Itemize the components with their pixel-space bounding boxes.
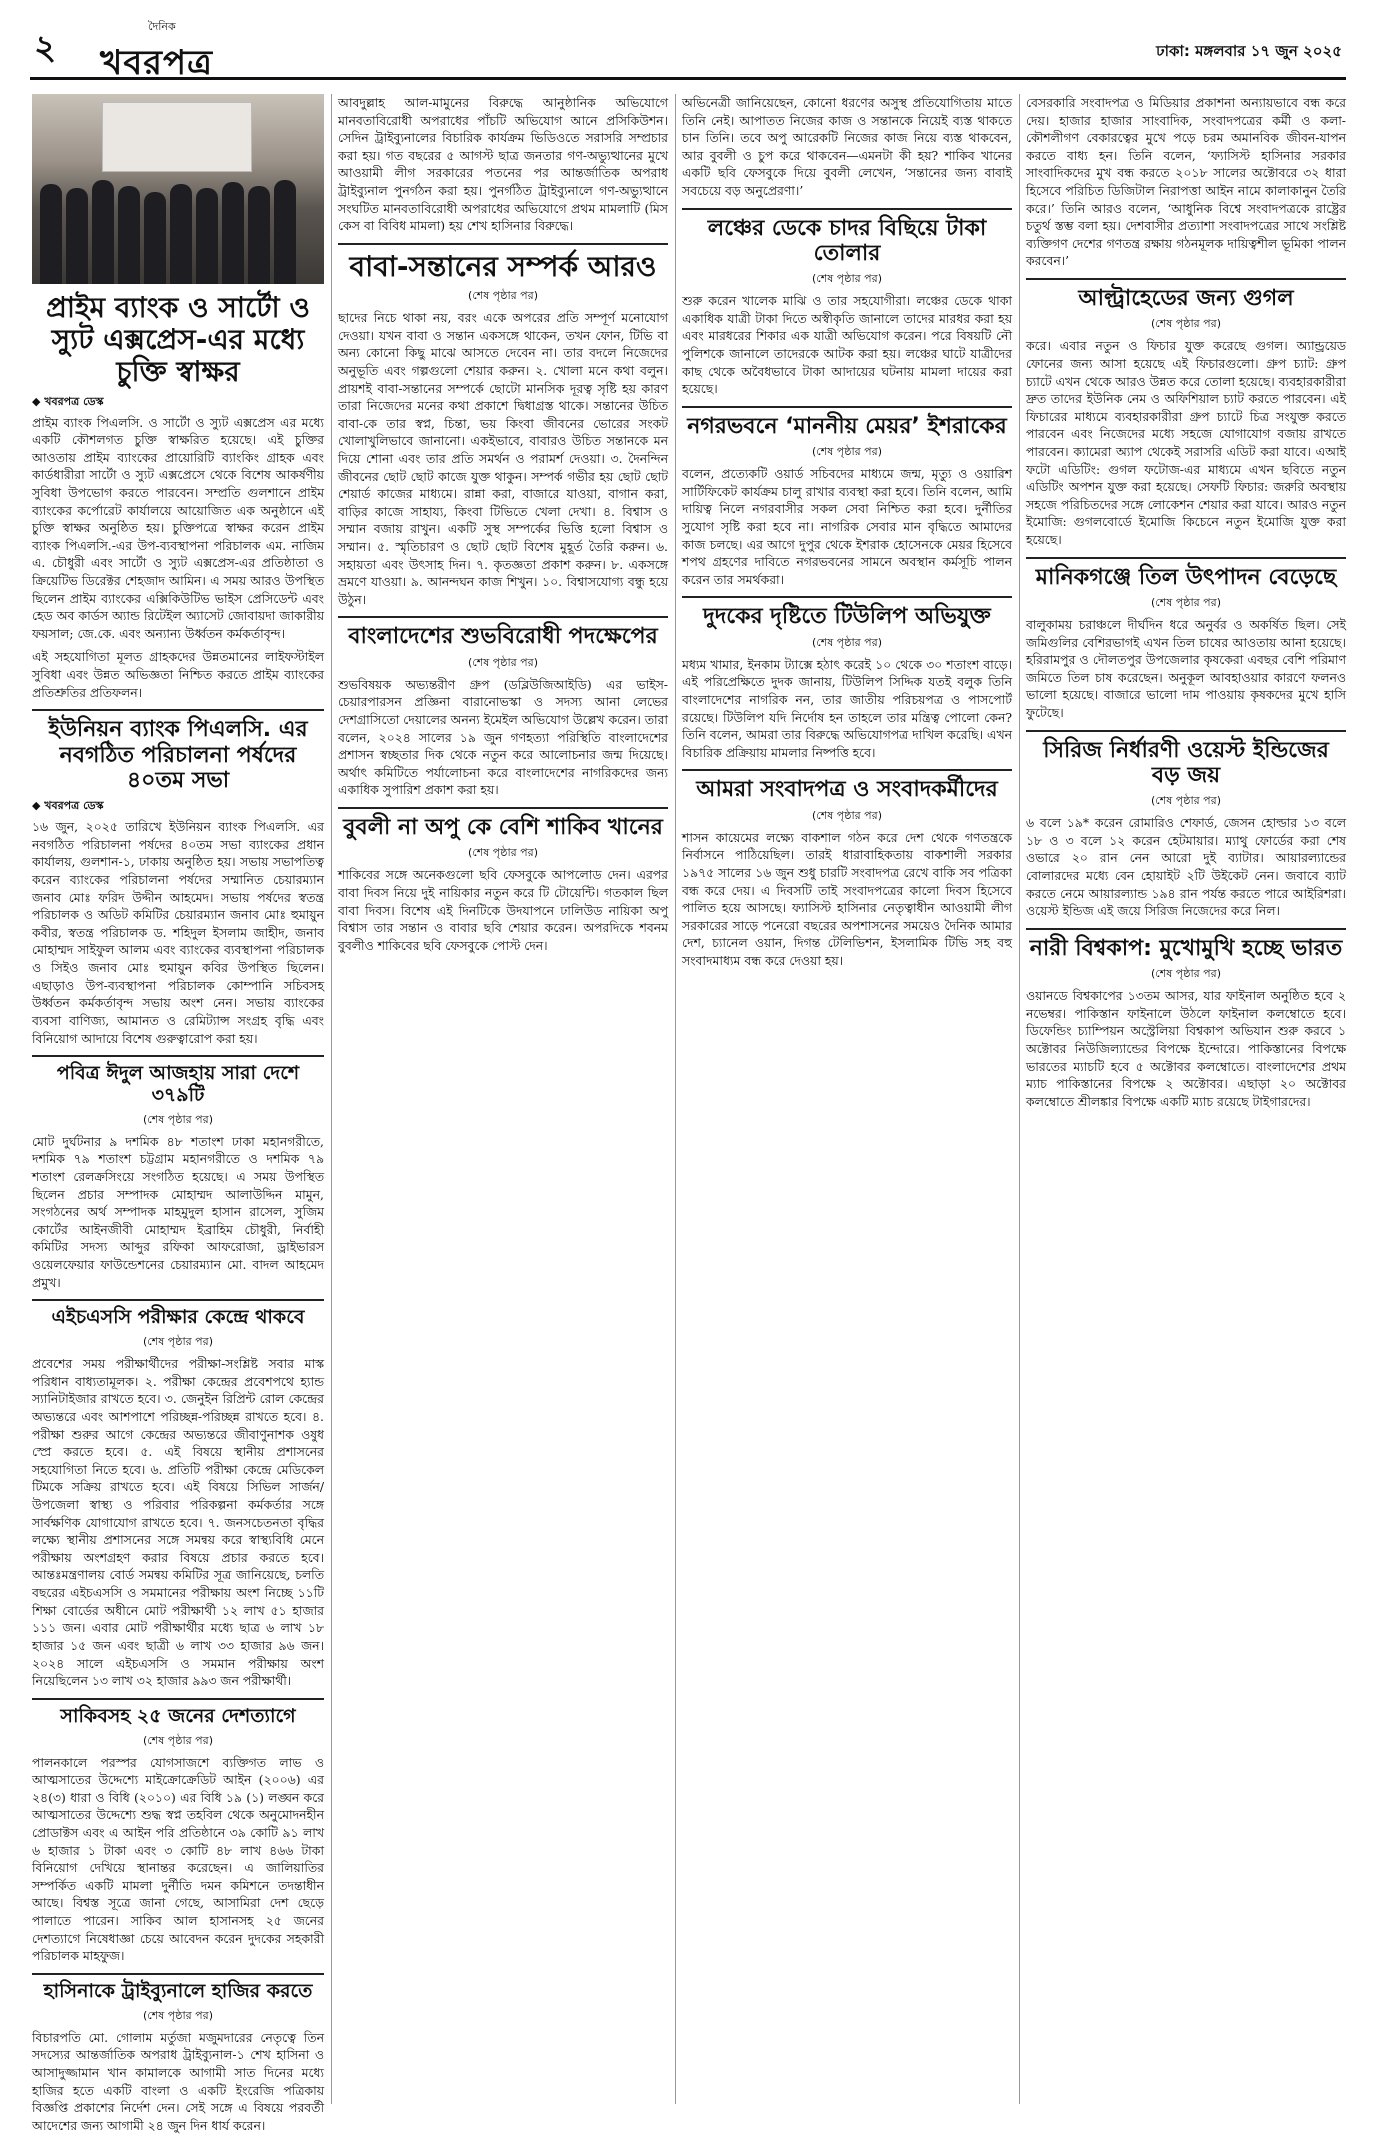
divider bbox=[1026, 278, 1346, 280]
article-body: শাসন কায়েমের লক্ষ্যে বাকশাল গঠন করে দেশ থেকে গণতন্ত্রকে নির্বাসনে পাঠিয়েছিল। তারই ধারাবাহিকতায় বাকশালী সরকার ১৯৭৫ সালের ১৬ জুন শুধু চারটি সংবাদপত্র রেখে বাকি সব পত্রিকা বন্ধ করে দেয়। এ দিবসটি তাই সংবাদপত্রের কালো দিবস হিসেবে পালিত হয়ে আসছে। ফ্যাসিস্ট হাসিনার নেতৃত্বাধীন আওয়ামী লীগ সরকারের সাড়ে পনেরো বছরের অপশাসনের সময়েও দৈনিক আমার দেশ, চ্যানেল ওয়ান, দিগন্ত টেলিভিশন, ইসলামিক টিভি সহ বহু সংবাদমাধ্যম বন্ধ করে দেওয়া হয়। bbox=[682, 829, 1012, 968]
logo-daily-label: দৈনিক bbox=[148, 20, 176, 33]
continued-label: (শেষ পৃষ্ঠার পর) bbox=[142, 2008, 213, 2022]
continued-label: (শেষ পৃষ্ঠার পর) bbox=[811, 808, 882, 822]
byline: ◆ খবরপত্র ডেস্ক bbox=[32, 799, 104, 813]
headline-tulip-acc: দুদকের দৃষ্টিতে টিউলিপ অভিযুক্ত bbox=[703, 604, 991, 630]
headline-prime-bank: প্রাইম ব্যাংক ও সার্টো ও স্যুট এক্সপ্রেস-এর মধ্যে চুক্তি স্বাক্ষর bbox=[45, 291, 311, 389]
continued-label: (শেষ পৃষ্ঠার পর) bbox=[811, 445, 882, 459]
divider bbox=[682, 596, 1012, 598]
divider bbox=[682, 769, 1012, 771]
article-body: শুভবিষয়ক অভ্যন্তরীণ গ্রুপ (ডব্লিউজিআইডি) এর ভাইস-চেয়ারপারসন প্রজ্ঞিনা বারানোভস্কা ও সদস্য আনা লেভের দেশগ্রাসিতো দেয়ালের অনন্য ইমেইল অভিযোগ উল্লেখ করেন। তারা বলেন, ২০২৪ সালের ১৯ জুন গণহত্যা পরিস্থিতি বাংলাদেশের প্রশাসন স্বচ্ছতার দিক থেকে নতুন করে আলোচনার জন্ম দিয়েছে। অর্থাৎ কমিটিতে পর্যালোচনা করে বাংলাদেশের নাগরিকদের জন্য একাধিক সুপারিশ প্রকাশ করা হয়। bbox=[338, 676, 668, 798]
headline-manikganj-sesame: মানিকগঞ্জে তিল উৎপাদন বেড়েছে bbox=[1035, 564, 1337, 590]
column-divider bbox=[675, 94, 676, 2104]
signing-ceremony-photo bbox=[32, 94, 324, 284]
headline-west-indies-win: সিরিজ নির্ধারণী ওয়েস্ট ইন্ডিজের বড় জয় bbox=[1043, 737, 1329, 788]
column-divider bbox=[1019, 94, 1020, 2104]
people-group bbox=[40, 164, 316, 284]
continued-label: (শেষ পৃষ্ঠার পর) bbox=[811, 272, 882, 286]
newspaper-logo bbox=[100, 18, 213, 94]
continued-label: (শেষ পৃষ্ঠার পর) bbox=[1150, 596, 1221, 609]
divider bbox=[32, 709, 324, 711]
article-body: ৬ বলে ১৯* করেন রোমারিও শেফার্ড, জেসন হোল্ডার ১৩ বলে ১৮ ও ৩ বলে ১২ করেন হেটমায়ার। ম্যাথু ফোর্ডের করা শেষ ওভারে ২০ রান নেন আরো দুই ব্যাটার। আয়ারল্যান্ডের বোলারদের মধ্যে বেন হোয়াইট ২টি উইকেট নেন। জবাবে ব্যাট করতে নেমে আয়ারল্যান্ড ১৯৪ রান পর্যন্ত করতে পারে আইরিশরা। ওয়েস্ট ইন্ডিজ এই জয়ে সিরিজ নিজেদের করে নিল। bbox=[1026, 815, 1346, 919]
continued-label: (শেষ পৃষ্ঠার পর) bbox=[1150, 967, 1221, 981]
headline-shakib-travel-ban: সাকিবসহ ২৫ জনের দেশত্যাগে bbox=[60, 1704, 296, 1727]
event-backdrop bbox=[102, 102, 252, 172]
continued-label: (শেষ পৃষ্ঠার পর) bbox=[811, 635, 882, 649]
headline-bubly-apu: বুবলী না অপু কে বেশি শাকিব খানের bbox=[343, 814, 663, 840]
divider bbox=[338, 616, 668, 618]
column-divider bbox=[331, 94, 332, 2104]
divider bbox=[1026, 557, 1346, 559]
headline-eid-accidents: পবিত্র ঈদুল আজহায় সারা দেশে ৩৭৯টি bbox=[56, 1062, 300, 1106]
article-body: বিচারপতি মো. গোলাম মর্তুজা মজুমদারের নেতৃত্বে তিন সদস্যের আন্তর্জাতিক অপরাধ ট্রাইব্যুনাল-১ শেখ হাসিনা ও আসাদুজ্জামান খান কামালকে আগামী সাত দিনের মধ্যে হাজির হতে একটি বাংলা ও একটি ইংরেজি পত্রিকায় বিজ্ঞপ্তি প্রকাশের নির্দেশ দেন। সেই সঙ্গে এ বিষয়ে পরবর্তী আদেশের জন্য আগামী ২৪ জুন দিন ধার্য করেন। bbox=[32, 2029, 324, 2133]
divider bbox=[32, 1973, 324, 1975]
masthead bbox=[30, 14, 1346, 83]
divider bbox=[682, 208, 1012, 210]
article-body: আবদুল্লাহ আল-মামুনের বিরুদ্ধে আনুষ্ঠানিক অভিযোগে মানবতাবিরোধী অপরাধের পাঁচটি অভিযোগ আনে প্রসিকিউশন। সেদিন ট্রাইব্যুনালের বিচারিক কার্যক্রম ভিডিওতে সরাসরি সম্প্রচার করা হয়। গত বছরের ৫ আগস্ট ছাত্র জনতার গণ-অভ্যুত্থানের মুখে আওয়ামী লীগ সরকারের পতনের পর আন্তর্জাতিক অপরাধ ট্রাইব্যুনাল পুনর্গঠন করা হয়। পুনর্গঠিত ট্রাইব্যুনালে গণ-অভ্যুত্থানে সংঘটিত মানবতাবিরোধী অপরাধের অভিযোগে প্রথম মামলাটি (মিস কেস বা বিবিধ মামলা) হয় শেখ হাসিনার বিরুদ্ধে। bbox=[338, 95, 668, 234]
headline-father-child: বাবা-সন্তানের সম্পর্ক আরও bbox=[349, 249, 657, 283]
headline-women-world-cup: নারী বিশ্বকাপ: মুখোমুখি হচ্ছে ভারত bbox=[1029, 935, 1343, 961]
logo-name: খবরপত্র bbox=[100, 43, 214, 83]
article-body: ছাদের নিচে থাকা নয়, বরং একে অপরের প্রতি সম্পূর্ণ মনোযোগ দেওয়া। যখন বাবা ও সন্তান একসঙ্গে থাকেন, তখন ফোন, টিভি বা অন্য কোনো কিছু মাঝে আসতে দেবেন না। তার বদলে নিজেদের অনুভূতি এবং গল্পগুলো শেয়ার করুন। ২. খোলা মনে কথা বলুন। প্রায়শই বাবা-সন্তানের সম্পর্কে ছোটো মানসিক দূরত্ব সৃষ্টি হয় কারণ তারা নিজেদের মনের কথা প্রকাশে দ্বিধাগ্রস্ত থাকে। সন্তানের উচিত বাবা-কে তার স্বপ্ন, চিন্তা, ভয় কিংবা জীবনের ভোরের সংকট খোলাখুলিভাবে জানানো। একইভাবে, বাবারও উচিত সন্তানকে মন দিয়ে শোনা এবং তার প্রতি সমর্থন ও পরামর্শ দেওয়া। ৩. দৈনন্দিন জীবনের ছোট ছোট কাজে যুক্ত থাকুন। সম্পর্ক গভীর হয় ছোট ছোট শেয়ার্ড কাজের মাধ্যমে। রান্না করা, বাজারে যাওয়া, বাগান করা, বাড়ির কাজে সাহায্য, কিংবা টিভিতে খেলা দেখা। ৪. বিশ্বাস ও সম্মান বজায় রাখুন। একটি সুস্থ সম্পর্কের ভিত্তি হলো বিশ্বাস ও সম্মান। ৫. স্মৃতিচারণ ও ছোট ছোট বিশেষ মুহূর্ত তৈরি করুন। ৬. সহায়তা এবং উৎসাহ দিন। ৭. কৃতজ্ঞতা প্রকাশ করুন। ৮. একসঙ্গে ভ্রমণে যাওয়া। ৯. আনন্দঘন কাজ শিখুন। ১০. বিশ্বাসযোগ্য বন্ধু হয়ে উঠুন। bbox=[338, 310, 668, 607]
divider bbox=[682, 406, 1012, 408]
headline-union-bank: ইউনিয়ন ব্যাংক পিএলসি. এর নবগঠিত পরিচালনা পর্ষদের ৪০তম সভা bbox=[48, 717, 308, 793]
article-body: এই সহযোগিতা মূলত গ্রাহকদের উন্নতমানের লাইফস্টাইল সুবিধা এবং উন্নত অভিজ্ঞতা নিশ্চিত করতে প্রাইম ব্যাংকের প্রতিশ্রুতির প্রতিফলন। bbox=[32, 649, 324, 700]
headline-hasina-tribunal: হাসিনাকে ট্রাইব্যুনালে হাজির করতে bbox=[43, 1979, 313, 2002]
continued-label: (শেষ পৃষ্ঠার পর) bbox=[467, 655, 538, 669]
continued-label: (শেষ পৃষ্ঠার পর) bbox=[467, 846, 538, 860]
article-body: মোট দুর্ঘটনার ৯ দশমিক ৪৮ শতাংশ ঢাকা মহানগরীতে, দশমিক ৭৯ শতাংশ চট্টগ্রাম মহানগরীতে ও দশমিক ৭৯ শতাংশ রেলক্রসিংয়ে সংগঠিত হয়েছে। এ সময় উপস্থিত ছিলেন প্রচার সম্পাদক মোহাম্মদ আলাউদ্দিন মামুন, সংগঠনের অর্থ সম্পাদক মাহমুদুল হাসান রাসেল, সুজিম কোর্টের আইনজীবী মোহাম্মদ ইব্রাহিম চৌধুরী, নির্বাহী কমিটির সদস্য আব্দুর রফিকা আফরোজা, ড্রাইভারস ওয়েলফেয়ার ফাউন্ডেশনের চেয়ারম্যান মো. বাদল আহমেদ প্রমুখ। bbox=[32, 1133, 324, 1290]
article-body: করে। এবার নতুন ও ফিচার যুক্ত করেছে গুগল। অ্যান্ড্রয়েড ফোনের জন্য আসা হয়েছে এই ফিচারগুলো। গ্রুপ চ্যাট: গ্রুপ চ্যাটে এখন থেকে আরও উন্নত করে তোলা হয়েছে। ব্যবহারকারীরা দ্রুত তাদের ইউনিক নেম ও অফিশিয়াল চ্যাট করতে পারবেন। এই ফিচারের মাধ্যমে ব্যবহারকারীরা গ্রুপ চ্যাটে চিত্র সংযুক্ত করতে পারবেন এবং নিজেদের মধ্যে সহজে যোগাযোগ বজায় রাখতে পারবেন। ক্যামেরা অ্যাপ থেকেই সরাসরি এডিট করা যাবে। এআই ফটো এডিটিং: গুগল ফটোজ-এর মাধ্যমে এখন ছবিতে নতুন এডিটিং অপশন যুক্ত করা হয়েছে। সেফটি ফিচার: জরুরি অবস্থায় সহজে পরিচিতদের সঙ্গে লোকেশন শেয়ার করা যাবে। আরও নতুন ইমোজি: গুগলবোর্ডে ইমোজি কিচেনে নতুন ইমোজি যুক্ত করা হয়েছে। bbox=[1026, 338, 1346, 548]
column-1 bbox=[32, 94, 324, 2133]
dateline: ঢাকা: মঙ্গলবার ১৭ জুন ২০২৫ bbox=[1156, 42, 1342, 60]
divider bbox=[1026, 730, 1346, 732]
continued-label: (শেষ পৃষ্ঠার পর) bbox=[142, 1112, 213, 1126]
headline-bangladesh-steps: বাংলাদেশের শুভবিরোধী পদক্ষেপের bbox=[348, 624, 658, 650]
divider bbox=[32, 1055, 324, 1057]
byline: ◆ খবরপত্র ডেস্ক bbox=[32, 394, 104, 408]
continued-label: (শেষ পৃষ্ঠার পর) bbox=[142, 1733, 213, 1747]
continued-label: (শেষ পৃষ্ঠার পর) bbox=[142, 1335, 213, 1349]
article-body: বেসরকারি সংবাদপত্র ও মিডিয়ার প্রকাশনা অন্যায়ভাবে বন্ধ করে দেয়। হাজার হাজার সাংবাদিক, সংবাদপত্রের কর্মী ও কলা-কৌশলীগণ বেকারত্বের মুখে পড়ে চরম অমানবিক জীবন-যাপন করতে বাধ্য হন। তিনি বলেন, ‘ফ্যাসিস্ট হাসিনার সরকার সাংবাদিকদের মুখ বন্ধ করতে ২০১৮ সালের অক্টোবরে ৩২ ধারা হিসেবে পরিচিত ডিজিটাল নিরাপত্তা আইন নামে কালাকানুন তৈরি করে।’ তিনি আরও বলেন, ‘আধুনিক বিশ্বে সংবাদপত্রকে রাষ্ট্রের চতুর্থ স্তম্ভ বলা হয়। দেশবাসীর প্রত্যাশা সংবাদপত্রের সাথে সংশ্লিষ্ট ব্যক্তিগণ দেশের গণতন্ত্র রক্ষায় গঠনমূলক দায়িত্বশীল ভূমিকা পালন করবেন।’ bbox=[1026, 95, 1346, 269]
article-body: প্রাইম ব্যাংক পিএলসি. ও সার্টো ও স্যুট এক্সপ্রেস এর মধ্যে একটি কৌশলগত চুক্তি স্বাক্ষরিত হয়েছে। এই চুক্তির আওতায় প্রাইম ব্যাংকের প্রায়োরিটি ব্যাংকিং গ্রাহক এবং কার্ডধারীরা সার্টো ও স্যুট এক্সপ্রেসে থেকে বিশেষ আকর্ষণীয় সুবিধা উপভোগ করতে পারবেন। সম্প্রতি গুলশানে প্রাইম ব্যাংকের কর্পোরেট কার্যালয়ে আয়োজিত এক অনুষ্ঠানে এই চুক্তি স্বাক্ষর অনুষ্ঠিত হয়। চুক্তিপত্রে স্বাক্ষর করেন প্রাইম ব্যাংক পিএলসি.-এর উপ-ব্যবস্থাপনা পরিচালক এম. নাজিম এ. চৌধুরী এবং সার্টো ও স্যুট এক্সপ্রেস-এর প্রতিষ্ঠাতা ও ক্রিয়েটিভ ডিরেক্টর শেহজাদ আমিন। এ সময় আরও উপস্থিত ছিলেন প্রাইম ব্যাংকের এক্সিকিউটিভ ভাইস প্রেসিডেন্ট এবং হেড অব কার্ডস অ্যান্ড রিটেইল অ্যাসেট জোবায়দা জাকারীয় ফয়সাল; জে.কে. এবং অন্যান্য উর্ধ্বতন কর্মকর্তাবৃন্দ। bbox=[32, 414, 324, 641]
article-body: শুরু করেন খালেক মাঝি ও তার সহযোগীরা। লঞ্চের ডেকে থাকা একাধিক যাত্রী টাকা দিতে অস্বীকৃতি জানালে তাদের মারধর করা হয় এবং মারধরের শিকার এক যাত্রী অভিযোগ করেন। পরে বিষয়টি নৌ পুলিশকে জানালে তাদেরকে আটক করা হয়। লঞ্চের ঘাটে যাত্রীদের কাছ থেকে অবৈধভাবে টাকা আদায়ের ঘটনায় মামলা দায়ের করা হয়েছে। bbox=[682, 293, 1012, 397]
article-body: পালনকালে পরস্পর যোগসাজশে ব্যক্তিগত লাভ ও আত্মসাতের উদ্দেশ্যে মাইক্রোক্রেডিট আইন (২০০৬) এর ২৪(৩) ধারা ও বিধি (২০১০) এর বিধি ১৯ (১) লঙ্ঘন করে আত্মসাতের উদ্দেশ্যে শুদ্ধ স্বপ্ন তহবিল থেকে অনুমোদনহীন প্রোডাক্টস এবং এ আইন পরি প্রতিষ্ঠানে ৩৯ কোটি ৯১ লাখ ৬ হাজার ১ টাকা এবং ৩ কোটি ৪৮ লাখ ৪৬৬ টাকা বিনিয়োগ দেখিয়ে স্থানান্তর করেছেন। এ জালিয়াতির সম্পর্কিত একটি মামলা দুর্নীতি দমন কমিশনে তদন্তাধীন আছে। বিশ্বস্ত সূত্রে জানা গেছে, আসামিরা দেশ ছেড়ে পালাতে পারেন। সাকিব আল হাসানসহ ২৫ জনের দেশত্যাগে নিষেধাজ্ঞা চেয়ে আবেদন করেন দুদকের সহকারী পরিচালক মাহফুজ। bbox=[32, 1754, 324, 1964]
column-3 bbox=[682, 94, 1012, 2104]
continued-label: (শেষ পৃষ্ঠার পর) bbox=[1150, 794, 1221, 808]
article-body: শাকিবের সঙ্গে অনেকগুলো ছবি ফেসবুকে আপলোড দেন। এরপর বাবা দিবস নিয়ে দুই নায়িকার নতুন করে টি টোয়েন্টি। গতকাল ছিল বাবা দিবস। বিশেষ এই দিনটিকে উদযাপনে ঢালিউড নায়িকা অপু বিশ্বাস তার সন্তান ও বাবার ছবি শেয়ার করেন। অপরদিকে শবনম বুবলীও শাকিবের ছবি ফেসবুকে পোস্ট দেন। bbox=[338, 867, 668, 953]
article-body: ১৬ জুন, ২০২৫ তারিখে ইউনিয়ন ব্যাংক পিএলসি. এর নবগঠিত পরিচালনা পর্ষদের ৪০তম সভা ব্যাংকের প্রধান কার্যালয়, গুলশান-১, ঢাকায় অনুষ্ঠিত হয়। সভায় সভাপতিত্ব করেন ব্যাংকের পরিচালনা পর্ষদের সম্মানিত চেয়ারম্যান জনাব মোঃ ফরিদ উদ্দীন আহমেদ। সভায় পর্ষদের স্বতন্ত্র পরিচালক ও অডিট কমিটির চেয়ারম্যান জনাব মোঃ হুমায়ুন কবীর, স্বতন্ত্র পরিচালক ড. শহিদুল ইসলাম জাহীদ, জনাব মোহাম্মদ সাইফুল আলম এবং ব্যাংকের ব্যবস্থাপনা পরিচালক ও সিইও জনাব মোঃ হুমায়ুন কবির উপস্থিত ছিলেন। এছাড়াও উপ-ব্যবস্থাপনা পরিচালক কোম্পানি সচিবসহ উর্ধ্বতন কর্মকর্তাবৃন্দ সভায় অংশ নেন। সভায় ব্যাংকের ব্যবসা বাণিজ্য, আমানত ও রেমিট্যান্স সংগ্রহ বৃদ্ধি এবং বিনিয়োগ আদায়ে বিশেষ গুরুত্বারোপ করা হয়। bbox=[32, 819, 324, 1046]
column-4 bbox=[1026, 94, 1346, 2104]
divider bbox=[1026, 928, 1346, 930]
divider bbox=[32, 1299, 324, 1301]
page-number: ২ bbox=[34, 28, 57, 68]
headline-ishraque-mayor: নগরভবনে ‘মাননীয় মেয়র’ ইশরাকের bbox=[687, 413, 1007, 439]
article-body: প্রবেশের সময় পরীক্ষার্থীদের পরীক্ষা-সংশ্লিষ্ট সবার মাস্ক পরিধান বাধ্যতামূলক। ২. পরীক্ষা কেন্দ্রের প্রবেশপথে হ্যান্ড স্যানিটাইজার রাখতে হবে। ৩. জেনুইন রিপ্রিন্ট রোল কেন্দ্রের অভ্যন্তরে এবং আশপাশে পরিচ্ছন্ন-পরিচ্ছন্ন রাখতে হবে। ৪. পরীক্ষা শুরুর আগে কেন্দ্রের অভ্যন্তরে জীবাণুনাশক ওষুধ স্প্রে করতে হবে। ৫. এই বিষয়ে স্থানীয় প্রশাসনের সহযোগিতা নিতে হবে। ৬. প্রতিটি পরীক্ষা কেন্দ্রে মেডিকেল টিমকে সক্রিয় রাখতে হবে। এই বিষয়ে সিভিল সার্জন/উপজেলা স্বাস্থ্য ও পরিবার পরিকল্পনা কর্মকর্তার সঙ্গে সার্বক্ষণিক যোগাযোগ রাখতে হবে। ৭. জনসচেতনতা বৃদ্ধির লক্ষ্যে স্থানীয় প্রশাসনের সঙ্গে সমন্বয় করে স্বাস্থ্যবিধি মেনে পরীক্ষায় অংশগ্রহণ করার বিষয়ে প্রচার করতে হবে। আন্তঃমন্ত্রণালয় বোর্ড সমন্বয় কমিটির সূত্র জানিয়েছে, চলতি বছরের এইচএসসি ও সমমানের পরীক্ষায় অংশ নিচ্ছে ১১টি শিক্ষা বোর্ডের অধীনে মোট পরীক্ষার্থী ১২ লাখ ৫১ হাজার ১১১ জন। এবার মোট পরীক্ষার্থীর মধ্যে ছাত্র ৬ লাখ ১৮ হাজার ১৫ জন এবং ছাত্রী ৬ লাখ ৩৩ হাজার ৯৬ জন। ২০২৪ সালে এইচএসসি ও সমমান পরীক্ষায় অংশ নিয়েছিলেন ১৩ লাখ ৩২ হাজার ৯৯৩ জন পরীক্ষার্থী। bbox=[32, 1356, 324, 1689]
continued-label: (শেষ পৃষ্ঠার পর) bbox=[1150, 317, 1221, 331]
continued-label: (শেষ পৃষ্ঠার পর) bbox=[467, 289, 538, 303]
headline-newspapers-journalists: আমরা সংবাদপত্র ও সংবাদকর্মীদের bbox=[696, 777, 998, 803]
divider bbox=[338, 807, 668, 809]
headline-hsc-exam: এইচএসসি পরীক্ষার কেন্দ্রে থাকবে bbox=[51, 1306, 305, 1329]
headline-launch-deck: লঞ্চের ডেকে চাদর বিছিয়ে টাকা তোলার bbox=[707, 215, 987, 266]
article-body: মধ্যম খামার, ইনকাম ট্যাক্সে হঠাৎ করেই ১০ থেকে ৩০ শতাংশ বাড়ে। এই পরিপ্রেক্ষিতে দুদক জানায়, টিউলিপ সিদ্দিক যতই বলুক তিনি বাংলাদেশের নাগরিক নন, তার জাতীয় পরিচয়পত্র ও পাসপোর্ট রয়েছে। টিউলিপ যদি নির্দোষ হন তাহলে তার মন্ত্রিত্ব পোলো কেন? তিনি বলেন, আমরা তার বিরুদ্ধে অভিযোগপত্র দাখিল করেছি। এখন বিচারিক প্রক্রিয়ায় মামলার নিষ্পত্তি হবে। bbox=[682, 656, 1012, 760]
article-body: বালুকাময় চরাঞ্চলে দীর্ঘদিন ধরে অনুর্বর ও অকর্ষিত ছিল। সেই জমিগুলির বেশিরভাগই এখন তিল চাষের আওতায় আনা হয়েছে। হরিরামপুর ও দৌলতপুর উপজেলার কৃষকেরা এবছর বেশি পরিমাণ জমিতে তিল চাষ করেছেন। অনুকূল আবহাওয়ার কারণে ফলনও ভালো হয়েছে। বাজারে ভালো দাম পাওয়ায় কৃষকদের মুখে হাসি ফুটেছে। bbox=[1026, 617, 1346, 721]
divider bbox=[338, 243, 668, 245]
column-2 bbox=[338, 94, 668, 2104]
article-body: অভিনেত্রী জানিয়েছেন, কোনো ধরণের অসুস্থ প্রতিযোগিতায় মাতে তিনি নেই। আপাতত নিজের কাজ ও সন্তানকে নিয়েই ব্যস্ত থাকতে চান তিনি। তবে অপু আরেকটি নিজের কাজ নিয়ে ব্যস্ত থাকবেন, আর বুবলী ও চুপ করে থাকবেন—এমনটা কী হয়? শাকিব খানের একটি ছবি ফেসবুকে দিয়ে বুবলী লেখেন, ‘সন্তানের জন্য বাবাই সবচেয়ে বড় অনুপ্রেরণা।’ bbox=[682, 95, 1012, 199]
article-body: ওয়ানডে বিশ্বকাপের ১৩তম আসর, যার ফাইনাল অনুষ্ঠিত হবে ২ নভেম্বর। পাকিস্তান ফাইনালে উঠলে ফাইনাল কলম্বোতে হবে। ডিফেন্ডিং চ্যাম্পিয়ন অস্ট্রেলিয়া বিশ্বকাপ অভিযান শুরু করবে ১ অক্টোবর নিউজিল্যান্ডের বিপক্ষে ইন্দোরে। পাকিস্তানের বিপক্ষে ভারতের ম্যাচটি হবে ৫ অক্টোবর কলম্বোতে। বাংলাদেশের প্রথম ম্যাচ পাকিস্তানের বিপক্ষে ২ অক্টোবর। এছাড়া ২০ অক্টোবর কলম্বোতে শ্রীলঙ্কার বিপক্ষে একটি ম্যাচ রয়েছে টাইগারদের। bbox=[1026, 988, 1346, 1109]
article-body: বলেন, প্রত্যেকটি ওয়ার্ড সচিবদের মাধ্যমে জন্ম, মৃত্যু ও ওয়ারিশ সার্টিফিকেট কার্যক্রম চালু রাখার ব্যবস্থা করা হবে। তিনি বলেন, আমি দায়িত্ব নিলে নগরবাসীর সকল সেবা নিশ্চিত করা হবে। দুর্নীতির সুযোগ সৃষ্টি করা হবে না। নাগরিক সেবার মান বৃদ্ধিতে আমাদের কাজ চলছে। এর আগে দুপুর থেকে ইশরাক হোসেনকে মেয়র হিসেবে শপথ গ্রহণের দাবিতে নগরভবনের সামনে অবস্থান কর্মসূচি পালন করেন তার সমর্থকরা। bbox=[682, 466, 1012, 587]
headline-google-android: আল্ট্রাহেডের জন্য গুগল bbox=[1078, 286, 1294, 312]
divider bbox=[32, 1698, 324, 1700]
